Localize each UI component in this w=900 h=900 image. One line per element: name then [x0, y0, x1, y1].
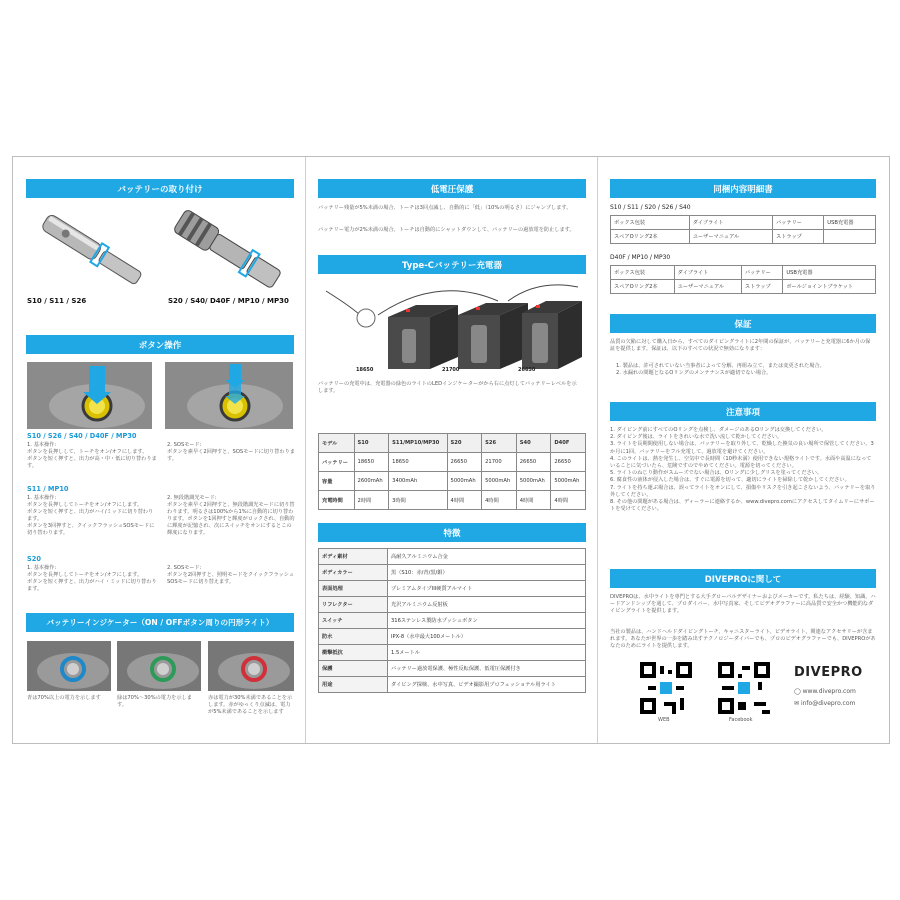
qr-web[interactable] — [640, 662, 692, 714]
table-row: ボックス包装 ダイブライト バッテリー USB充電器 — [611, 266, 876, 280]
mail-icon: ✉ — [794, 700, 800, 707]
button-title: ボタン操作 — [26, 335, 294, 354]
indicator-blue-text: 青は70%以上の電力を示します — [27, 695, 101, 701]
column-2 — [306, 157, 597, 743]
group1-right-text: 2. SOSモード: ボタンを素早く2回押すと、SOSモードに切り替わります。 — [167, 442, 295, 462]
table-row: 衝撃抵抗 1.5メートル — [319, 645, 586, 661]
features-table — [318, 548, 586, 693]
qr-web-label: WEB — [658, 717, 670, 723]
flashlight-s10-image — [27, 207, 157, 293]
button-press-image-2 — [165, 362, 293, 429]
globe-icon: ◯ — [794, 688, 801, 695]
group1-heading: S10 / S26 / S40 / D40F / MP30 — [27, 432, 137, 440]
indicator-green-image — [117, 641, 201, 691]
warranty-items: 1. 製品は、許可されていない当事者によって分解、再組み立て、または変更された場合。 2. 水漏れの問題となるOリングのメンテナンスが適切でない場合。 — [616, 363, 825, 376]
column-1 — [13, 157, 305, 743]
indicator-green-text: 緑は70%〜30%の電力を示します。 — [117, 695, 192, 708]
charger-label-21700: 21700 — [442, 367, 460, 373]
manual-sheet — [12, 156, 890, 744]
table-row: ボディカラー 黒（S10：赤/青/黒/銀） — [319, 565, 586, 581]
charger-label-26650: 26650 — [518, 367, 536, 373]
table-row: ボックス包装 ダイブライト バッテリー USB充電器 — [611, 216, 876, 230]
group3-right-text: 2. SOSモード: ボタンを2回押すと、照明モードをクイックフラッシュSOSモードに切り替えます。 — [167, 565, 295, 585]
group2-heading: S11 / MP10 — [27, 485, 69, 493]
spec-header-row: モデル S10 S11/MP10/MP30 S20 S26 S40 D40F — [319, 434, 586, 453]
table-row: 充電時間 2時間 3時間 4時間 4時間 4時間 4時間 — [319, 491, 586, 510]
table-row: 保護 バッテリー過放電保護、極性反転保護、低電圧保護付き — [319, 661, 586, 677]
low-voltage-text-2: バッテリー電力が2%未満の場合、トーチは自動的にシャットダウンして、バッテリーの過放電を防止します。 — [318, 227, 575, 233]
table-row: スペアOリング2本 ユーザーマニュアル ストラップ — [611, 230, 876, 244]
install-caption-right: S20 / S40/ D40F / MP10 / MP30 — [168, 297, 289, 305]
charger-note: バッテリーの充電中は、充電器の緑色のライトのLEDインジケーターがから右に点灯してバッテリーレベルを示します。 — [318, 381, 577, 394]
web-link[interactable]: www.divepro.com — [802, 688, 856, 695]
warranty-text: 品質の欠陥に対して購入日から、すべてのダイビングライトに2年間の保証が、バッテリーと充電器に6か月の保証を提供します。保証は、以下のすべての状況で無効になります： — [610, 339, 871, 352]
group1-left-text: 1. 基本操作: ボタンを長押しして、トーチをオン/オフにします。 ボタンを短く押すと、出力が高・中・低に切り替わります。 — [27, 442, 157, 469]
install-caption-left: S10 / S11 / S26 — [27, 297, 87, 305]
table-row: 用途 ダイビング探検、水中写真、ビデオ撮影用プロフェッショナル用ライト — [319, 677, 586, 693]
column-3 — [598, 157, 889, 743]
group2-right-text: 2. 無段階調光モード: ボタンを素早く2回押すと、無段階調光モードに切り替わります。明るさは100%から1%に自動的に切り替わります。ボタンを1回押すと輝度がロックされ、自動的に輝度が記憶され、次にスイッチをオンにするとこの輝度になります。 — [167, 495, 295, 536]
contents-table-2 — [610, 265, 876, 294]
contents-group1: S10 / S11 / S20 / S26 / S40 — [610, 204, 691, 211]
group3-heading: S20 — [27, 555, 41, 563]
low-voltage-title: 低電圧保護 — [318, 179, 586, 198]
about-text-2: 当社の製品は、ハンドヘルドダイビングトーチ、キャニスターライト、ビデオライト、関連なアクセサリーが含まれます。あなたが世界の一歩を踏み出すテクノロジーダイバーでも、プロのビデオグラファーでも、DIVEPROがあなたのためにライトを提供します。 — [610, 629, 876, 649]
about-text-1: DIVEPROは、水中ライトを専門とする大手グローバルデザイナーおよびメーカーです。私たちは、経験、知識、ハードアンドシップを通して、プロダイバー、水中写真家、そしてビデオグラファーに高品質で安全かつ機能的なダイビングライトを提供します。 — [610, 594, 876, 614]
charger-title: Type-Cバッテリー充電器 — [318, 255, 586, 274]
battery-spec-table — [318, 433, 586, 510]
email-link[interactable]: info@divepro.com — [800, 700, 856, 707]
indicator-red-image — [208, 641, 294, 691]
indicator-red-text: 赤は電力が30%未満であることを示します。赤がゆっくり点滅は、電力が5%未満であることを示します — [208, 695, 293, 715]
table-row: スペアOリング2本 ユーザーマニュアル ストラップ ボールジョイントブラケット — [611, 280, 876, 294]
contents-title: 同梱内容明細書 — [610, 179, 876, 198]
web-row[interactable] — [794, 688, 856, 695]
flashlight-s20-image — [163, 207, 293, 293]
warranty-title: 保証 — [610, 314, 876, 333]
table-row: リフレクター 光沢アルミニウム反射板 — [319, 597, 586, 613]
charger-image — [318, 281, 586, 375]
qr-facebook[interactable] — [718, 662, 770, 714]
low-voltage-text-1: バッテリー残量が5%未満の場合、トーチは3回点滅し、自動的に「低」（10%の明るさ）にジャンプします。 — [318, 205, 572, 211]
indicator-blue-image — [27, 641, 111, 691]
indicator-title: バッテリーインジケーター（ON / OFFボタン周りの円形ライト） — [26, 613, 294, 632]
about-title: DIVEPROに関して — [610, 569, 876, 588]
group3-left-text: 1. 基本操作: ボタンを長押ししてトーチをオン/オフにします。 ボタンを短く押すと、出力がハイ・ミッドに切り替わります。 — [27, 565, 157, 592]
button-press-image-1 — [27, 362, 152, 429]
divepro-logo: DIVEPRO — [794, 665, 863, 680]
install-title: バッテリーの取り付け — [26, 179, 294, 198]
table-row: 防水 IPX-8（水中最大100メートル） — [319, 629, 586, 645]
contents-table-1 — [610, 215, 876, 244]
features-title: 特徴 — [318, 523, 586, 542]
notes-title: 注意事項 — [610, 402, 876, 421]
contents-group2: D40F / MP10 / MP30 — [610, 254, 671, 261]
table-row: バッテリー 18650 18650 26650 21700 26650 26650 — [319, 453, 586, 472]
table-row: ボディ素材 高耐久アルミニウム合金 — [319, 549, 586, 565]
table-row: 容量 2600mAh 3400mAh 5000mAh 5000mAh 5000mAh 5000mAh — [319, 472, 586, 491]
group2-left-text: 1. 基本操作: ボタンを長押ししてトーチをオン/オフにします。 ボタンを短く押すと、出力がハイ/ミッドに切り替わります。 ボタンを3回押すと、クイックフラッシュSOSモードに切り替わります。 — [27, 495, 155, 536]
table-row: スイッチ 316ステンレス製防水プッシュボタン — [319, 613, 586, 629]
email-row[interactable] — [794, 700, 855, 707]
qr-facebook-label: Facebook — [729, 717, 753, 723]
table-row: 表面処理 プレミアムタイプIII硬質アルマイト — [319, 581, 586, 597]
charger-label-18650: 18650 — [356, 367, 374, 373]
notes-list: 1. ダイビング前にすべてのOリングを点検し、ダメージのあるOリングは交換してください。 2. ダイビング後は、ライトをきれいな水で洗い流して乾かしてください。 3. ライトを長期間使用しない場合は、バッテリーを取り外して、乾燥した換気の良い場所で保管してください。3か月に1回、バッテリーをフル充電して、過放電を避けてください。 4. このライトは、熱を発生し、空気中で長時間（10秒未満）使用できない規格ライトです。水面や高温になっていることに気づいたら、危険ですのでやめてください。電源を切ってください。 5. ライトのねじり動作がスムーズでない場合は、Oリングに少しグリスを塗ってください。 6. 腐食性の液体が侵入した場合は、すぐに電源を切って、適切にライトを掃除して乾かしてください。 7. ライトを持ち運ぶ場合は、誤ってライトをオンにして、損傷やリスクを引き起こさないよう、バッテリーを取り外してください。 8. その他の問題がある場合は、ディーラーに連絡するか、www.divepro.comにアクセスしてタイムリーにサポートを受けてください。 — [610, 427, 876, 513]
